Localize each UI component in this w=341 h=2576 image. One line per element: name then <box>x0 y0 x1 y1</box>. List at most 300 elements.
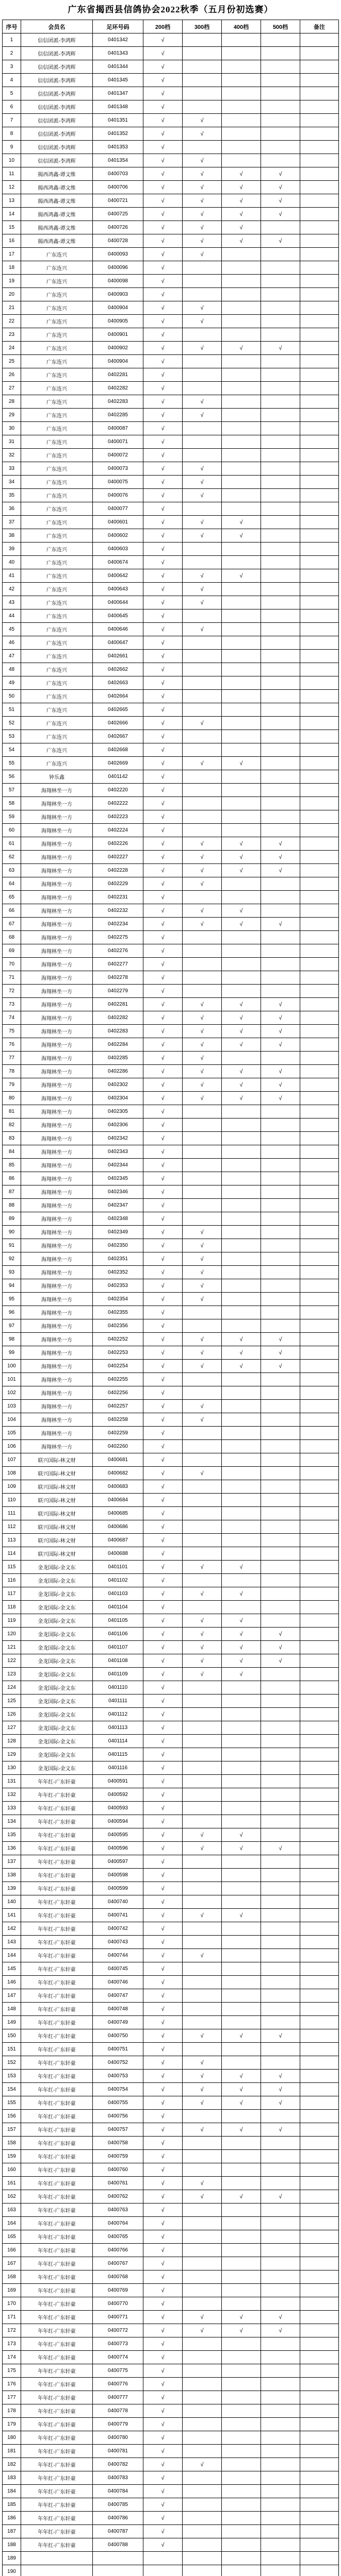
check-cell: √ <box>222 1628 261 1641</box>
note-cell <box>300 368 339 382</box>
check-cell <box>222 1694 261 1708</box>
member-name: 年年红-广东轩豪 <box>21 2029 93 2043</box>
member-name: 广东连兴 <box>21 676 93 690</box>
row-index: 6 <box>3 100 21 114</box>
member-name: 海翔林坐一方 <box>21 1038 93 1052</box>
note-cell <box>300 1065 339 1078</box>
check-cell <box>183 1735 222 1748</box>
row-index: 159 <box>3 2150 21 2163</box>
check-cell <box>261 489 300 502</box>
member-name: 年年红-广东轩豪 <box>21 2512 93 2525</box>
check-cell: √ <box>143 502 183 516</box>
check-cell: √ <box>143 2217 183 2230</box>
check-cell: √ <box>143 2070 183 2083</box>
member-name: 广东连兴 <box>21 543 93 556</box>
note-cell <box>300 985 339 998</box>
check-cell <box>183 2003 222 2016</box>
check-cell <box>222 2204 261 2217</box>
check-cell: √ <box>183 998 222 1011</box>
table-row <box>3 2083 339 2096</box>
ring-number: 0400747 <box>93 1989 143 2003</box>
member-name: 广东连兴 <box>21 315 93 328</box>
note-cell <box>300 797 339 810</box>
note-cell <box>300 502 339 516</box>
check-cell <box>222 1132 261 1145</box>
ring-number: 0400644 <box>93 596 143 609</box>
member-name: 海翔林坐一方 <box>21 1239 93 1252</box>
check-cell <box>222 703 261 717</box>
check-cell: √ <box>222 1842 261 1855</box>
check-cell: √ <box>143 2485 183 2498</box>
ring-number: 0400772 <box>93 2324 143 2337</box>
empty-cell <box>21 2552 93 2565</box>
check-cell: √ <box>183 476 222 489</box>
note-cell <box>300 1413 339 1427</box>
check-cell <box>261 543 300 556</box>
ring-number: 0400763 <box>93 2204 143 2217</box>
member-name: 年年红-广东轩豪 <box>21 2070 93 2083</box>
page-title: 广东省揭西县信鸽协会2022秋季（五月份初选赛） <box>68 5 273 14</box>
check-cell <box>222 1306 261 1319</box>
ring-number: 0400751 <box>93 2043 143 2056</box>
check-cell <box>222 1118 261 1132</box>
check-cell <box>222 1761 261 1775</box>
check-cell <box>261 87 300 100</box>
check-cell <box>261 676 300 690</box>
note-cell <box>300 1333 339 1346</box>
check-cell: √ <box>143 824 183 837</box>
note-cell <box>300 1735 339 1748</box>
ring-number: 0402226 <box>93 837 143 851</box>
check-cell: √ <box>222 1909 261 1922</box>
ring-number: 0400688 <box>93 1547 143 1561</box>
check-cell: √ <box>143 74 183 87</box>
check-cell: √ <box>143 851 183 864</box>
ring-number: 0400901 <box>93 328 143 342</box>
check-cell <box>261 944 300 958</box>
check-cell: √ <box>222 1641 261 1654</box>
empty-cell <box>93 2565 143 2576</box>
note-cell <box>300 1212 339 1226</box>
note-cell <box>300 2525 339 2538</box>
ring-number: 0400599 <box>93 1882 143 1895</box>
check-cell: √ <box>261 342 300 355</box>
ring-number: 0400782 <box>93 2458 143 2471</box>
note-cell <box>300 395 339 409</box>
check-cell: √ <box>143 2056 183 2070</box>
check-cell: √ <box>222 1333 261 1346</box>
ring-number: 0401109 <box>93 1668 143 1681</box>
empty-cell <box>143 2565 183 2576</box>
check-cell <box>222 2378 261 2391</box>
ring-number: 0400785 <box>93 2498 143 2512</box>
check-cell <box>261 1212 300 1226</box>
check-cell: √ <box>183 1587 222 1601</box>
ring-number: 0400904 <box>93 355 143 368</box>
table-row <box>3 1440 339 1453</box>
member-name: 年年红-广东轩豪 <box>21 2351 93 2364</box>
note-cell <box>300 1159 339 1172</box>
row-index: 65 <box>3 891 21 904</box>
note-cell <box>300 141 339 154</box>
check-cell <box>261 301 300 315</box>
check-cell <box>222 824 261 837</box>
check-cell <box>261 623 300 636</box>
table-row <box>3 1815 339 1828</box>
note-cell <box>300 422 339 435</box>
check-cell: √ <box>143 1882 183 1895</box>
note-cell <box>300 1708 339 1721</box>
ring-number: 0401115 <box>93 1748 143 1761</box>
table-row <box>3 2137 339 2150</box>
note-cell <box>300 1453 339 1467</box>
table-row <box>3 127 339 141</box>
check-cell: √ <box>143 1306 183 1319</box>
note-cell <box>300 1802 339 1815</box>
check-cell <box>261 1105 300 1118</box>
ring-number: 0402222 <box>93 797 143 810</box>
check-cell <box>222 1212 261 1226</box>
member-name: 海翔林坐一方 <box>21 1226 93 1239</box>
table-row <box>3 1949 339 1962</box>
check-cell <box>261 2391 300 2404</box>
check-cell <box>222 47 261 60</box>
table-row <box>3 1118 339 1132</box>
check-cell: √ <box>143 2150 183 2163</box>
note-cell <box>300 342 339 355</box>
check-cell <box>222 409 261 422</box>
note-cell <box>300 435 339 449</box>
check-cell: √ <box>222 1587 261 1601</box>
row-index: 151 <box>3 2043 21 2056</box>
check-cell <box>183 2297 222 2311</box>
row-index: 99 <box>3 1346 21 1360</box>
ring-number: 0400758 <box>93 2137 143 2150</box>
check-cell: √ <box>222 234 261 248</box>
member-name: 广东连兴 <box>21 395 93 409</box>
check-cell: √ <box>143 609 183 623</box>
check-cell: √ <box>183 1252 222 1266</box>
check-cell: √ <box>143 2445 183 2458</box>
row-index: 55 <box>3 757 21 770</box>
member-name: 广东连兴 <box>21 489 93 502</box>
check-cell: √ <box>143 743 183 757</box>
check-cell <box>183 2538 222 2552</box>
check-cell: √ <box>183 2324 222 2337</box>
check-cell <box>261 2364 300 2378</box>
check-cell <box>222 2538 261 2552</box>
member-name: 联兴国际-林文财 <box>21 1494 93 1507</box>
check-cell: √ <box>143 1775 183 1788</box>
row-index: 1 <box>3 33 21 47</box>
ring-number: 0400646 <box>93 623 143 636</box>
row-index: 155 <box>3 2096 21 2110</box>
table-row <box>3 1427 339 1440</box>
check-cell <box>261 1601 300 1614</box>
ring-number: 0400706 <box>93 181 143 194</box>
note-cell <box>300 2083 339 2096</box>
check-cell: √ <box>222 2190 261 2204</box>
ring-number: 0402285 <box>93 1052 143 1065</box>
ring-number: 0400601 <box>93 516 143 529</box>
ring-number: 0400748 <box>93 2003 143 2016</box>
ring-number: 0400072 <box>93 449 143 462</box>
note-cell <box>300 87 339 100</box>
check-cell <box>183 355 222 368</box>
table-row <box>3 1413 339 1427</box>
row-index: 52 <box>3 717 21 730</box>
empty-cell <box>21 2565 93 2576</box>
check-cell: √ <box>183 1413 222 1427</box>
check-cell <box>222 87 261 100</box>
note-cell <box>300 1172 339 1185</box>
row-index: 113 <box>3 1534 21 1547</box>
member-name: 年年红-广东轩豪 <box>21 1855 93 1869</box>
row-index: 81 <box>3 1105 21 1118</box>
table-row <box>3 971 339 985</box>
member-name: 广东连兴 <box>21 261 93 275</box>
check-cell <box>261 2512 300 2525</box>
note-cell <box>300 154 339 167</box>
row-index: 146 <box>3 1976 21 1989</box>
check-cell <box>261 1708 300 1721</box>
note-cell <box>300 2324 339 2337</box>
check-cell <box>183 1855 222 1869</box>
check-cell <box>222 944 261 958</box>
check-cell <box>222 2458 261 2471</box>
check-cell: √ <box>143 1748 183 1761</box>
table-row <box>3 1882 339 1895</box>
note-cell <box>300 2391 339 2404</box>
member-name: 海翔林坐一方 <box>21 1279 93 1293</box>
check-cell <box>222 288 261 301</box>
check-cell <box>222 462 261 476</box>
check-cell: √ <box>143 784 183 797</box>
member-name: 广东连兴 <box>21 529 93 543</box>
check-cell <box>222 1413 261 1427</box>
check-cell: √ <box>143 409 183 422</box>
check-cell <box>261 2471 300 2485</box>
table-row <box>3 342 339 355</box>
note-cell <box>300 2244 339 2257</box>
check-cell <box>261 476 300 489</box>
check-cell <box>222 730 261 743</box>
member-name: 年年红-广东轩豪 <box>21 2391 93 2404</box>
ring-number: 0400591 <box>93 1775 143 1788</box>
table-row <box>3 918 339 931</box>
note-cell <box>300 1788 339 1802</box>
row-index: 157 <box>3 2123 21 2137</box>
check-cell <box>183 2512 222 2525</box>
note-cell <box>300 1266 339 1279</box>
check-cell: √ <box>183 1038 222 1052</box>
check-cell: √ <box>143 1118 183 1132</box>
check-cell: √ <box>261 1065 300 1078</box>
row-index: 173 <box>3 2337 21 2351</box>
check-cell <box>222 2512 261 2525</box>
row-index: 31 <box>3 435 21 449</box>
check-cell: √ <box>183 1467 222 1480</box>
note-cell <box>300 636 339 650</box>
check-cell: √ <box>222 998 261 1011</box>
note-cell <box>300 2538 339 2552</box>
ring-number: 0400784 <box>93 2485 143 2498</box>
check-cell <box>222 609 261 623</box>
check-cell: √ <box>143 208 183 221</box>
check-cell <box>183 931 222 944</box>
check-cell <box>261 931 300 944</box>
ring-number: 0400596 <box>93 1842 143 1855</box>
check-cell <box>222 971 261 985</box>
row-index: 152 <box>3 2056 21 2070</box>
member-name: 金龙国际-金文东 <box>21 1561 93 1574</box>
note-cell <box>300 770 339 784</box>
row-index: 48 <box>3 663 21 676</box>
ring-number: 0400726 <box>93 221 143 234</box>
table-row <box>3 1132 339 1145</box>
row-index: 70 <box>3 958 21 971</box>
check-cell <box>222 690 261 703</box>
check-cell: √ <box>222 1828 261 1842</box>
member-name: 广东连兴 <box>21 596 93 609</box>
check-cell: √ <box>143 1976 183 1989</box>
row-index: 125 <box>3 1694 21 1708</box>
member-name: 揭西鸿鑫-谭文维 <box>21 167 93 181</box>
check-cell: √ <box>143 1132 183 1145</box>
row-index: 148 <box>3 2003 21 2016</box>
row-index: 163 <box>3 2204 21 2217</box>
table-row <box>3 1306 339 1319</box>
check-cell: √ <box>143 810 183 824</box>
check-cell: √ <box>183 2177 222 2190</box>
row-index: 24 <box>3 342 21 355</box>
check-cell <box>261 1386 300 1400</box>
row-index: 69 <box>3 944 21 958</box>
check-cell <box>222 770 261 784</box>
check-cell: √ <box>143 556 183 569</box>
check-cell: √ <box>143 1869 183 1882</box>
check-cell: √ <box>183 1641 222 1654</box>
member-name: 年年红-广东轩豪 <box>21 2431 93 2445</box>
check-cell: √ <box>261 1654 300 1668</box>
table-row <box>3 998 339 1011</box>
check-cell <box>261 1668 300 1681</box>
check-cell <box>183 703 222 717</box>
check-cell <box>261 650 300 663</box>
check-cell <box>183 1895 222 1909</box>
table-row <box>3 2297 339 2311</box>
table-row <box>3 1855 339 1869</box>
check-cell <box>261 516 300 529</box>
check-cell: √ <box>143 837 183 851</box>
check-cell: √ <box>143 703 183 717</box>
check-cell <box>183 1922 222 1936</box>
check-cell: √ <box>222 342 261 355</box>
table-row <box>3 1922 339 1936</box>
ring-number: 0400096 <box>93 261 143 275</box>
member-name: 年年红-广东轩豪 <box>21 2204 93 2217</box>
check-cell <box>261 1185 300 1199</box>
note-cell <box>300 851 339 864</box>
check-cell <box>261 33 300 47</box>
check-cell: √ <box>261 2096 300 2110</box>
table-row <box>3 2150 339 2163</box>
check-cell: √ <box>143 489 183 502</box>
table-row <box>3 2163 339 2177</box>
check-cell: √ <box>183 1226 222 1239</box>
ring-number: 0402260 <box>93 1440 143 1453</box>
note-cell <box>300 1962 339 1976</box>
note-cell <box>300 328 339 342</box>
note-cell <box>300 2485 339 2498</box>
check-cell: √ <box>261 1333 300 1346</box>
member-name: 信信团派-李鸿辉 <box>21 114 93 127</box>
row-index: 117 <box>3 1587 21 1601</box>
table-row <box>3 1360 339 1373</box>
table-row <box>3 395 339 409</box>
check-cell: √ <box>183 167 222 181</box>
table-row <box>3 181 339 194</box>
member-name: 年年红-广东轩豪 <box>21 2190 93 2204</box>
check-cell <box>261 556 300 569</box>
header-400: 400档 <box>222 20 261 33</box>
check-cell: √ <box>183 127 222 141</box>
member-name: 年年红-广东轩豪 <box>21 1869 93 1882</box>
check-cell: √ <box>143 422 183 435</box>
check-cell: √ <box>183 395 222 409</box>
check-cell: √ <box>183 2311 222 2324</box>
ring-number: 0402275 <box>93 931 143 944</box>
check-cell: √ <box>222 569 261 583</box>
table-row <box>3 636 339 650</box>
ring-number: 0401103 <box>93 1587 143 1601</box>
check-cell <box>183 2431 222 2445</box>
header-200: 200档 <box>143 20 183 33</box>
row-index: 59 <box>3 810 21 824</box>
row-index: 185 <box>3 2498 21 2512</box>
check-cell: √ <box>261 851 300 864</box>
check-cell: √ <box>143 1346 183 1360</box>
check-cell <box>183 1962 222 1976</box>
check-cell: √ <box>183 1011 222 1025</box>
member-name: 广东连兴 <box>21 690 93 703</box>
table-row <box>3 2056 339 2070</box>
member-name: 广东连兴 <box>21 449 93 462</box>
check-cell: √ <box>183 1346 222 1360</box>
check-cell <box>183 1440 222 1453</box>
check-cell: √ <box>143 114 183 127</box>
member-name: 海翔林坐一方 <box>21 1386 93 1400</box>
ring-number: 0402281 <box>93 998 143 1011</box>
check-cell <box>222 1788 261 1802</box>
row-index: 153 <box>3 2070 21 2083</box>
check-cell <box>261 824 300 837</box>
check-cell <box>261 1989 300 2003</box>
check-cell <box>222 676 261 690</box>
check-cell: √ <box>143 288 183 301</box>
note-cell <box>300 891 339 904</box>
table-row <box>3 1159 339 1172</box>
check-cell <box>222 315 261 328</box>
check-cell: √ <box>183 2096 222 2110</box>
row-index: 47 <box>3 650 21 663</box>
table-row <box>3 1266 339 1279</box>
table-row <box>3 770 339 784</box>
note-cell <box>300 100 339 114</box>
check-cell: √ <box>143 261 183 275</box>
member-name: 海翔林坐一方 <box>21 1065 93 1078</box>
check-cell <box>261 757 300 770</box>
